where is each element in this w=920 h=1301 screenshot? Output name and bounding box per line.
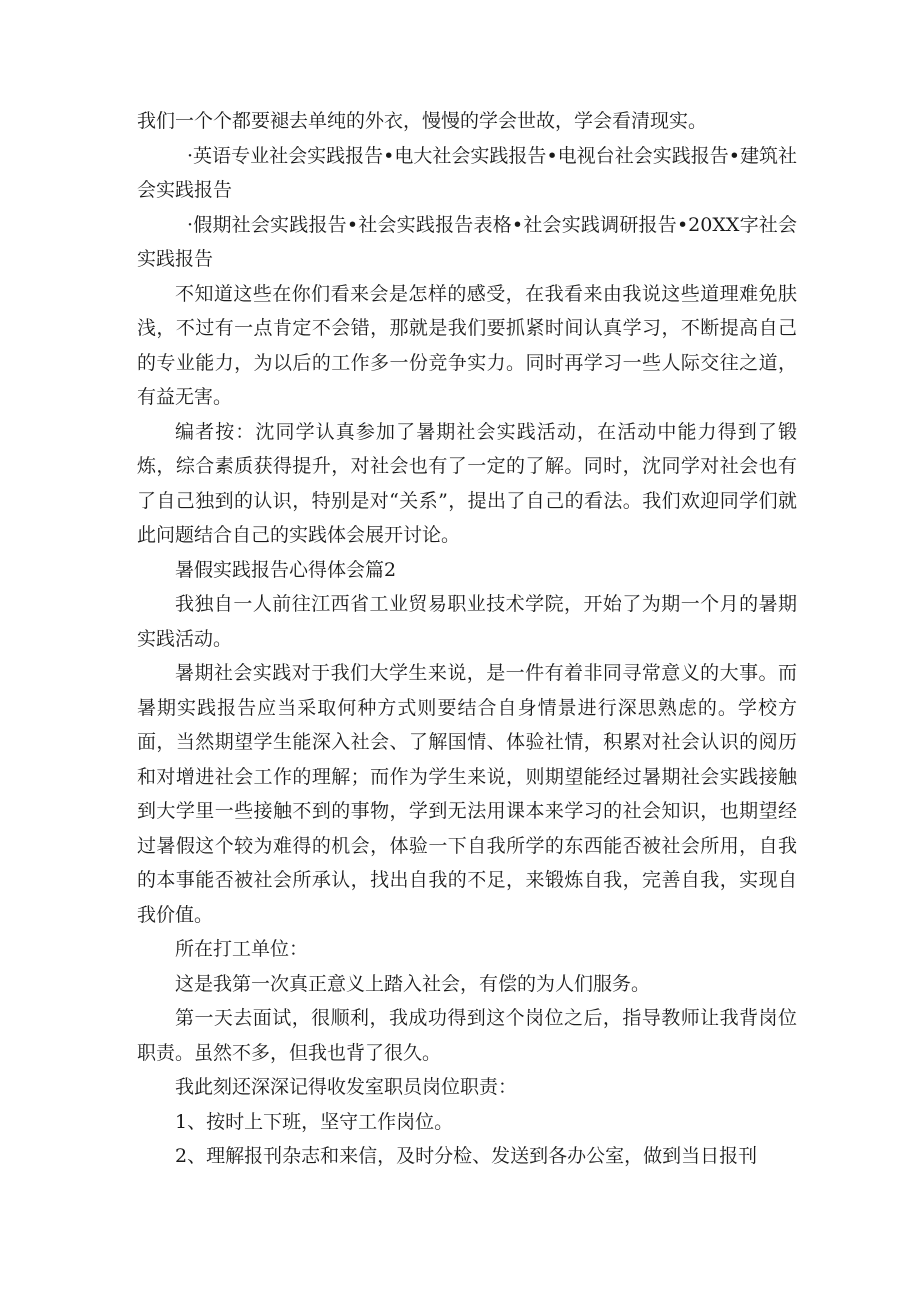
paragraph: 我们一个个都要褪去单纯的外衣，慢慢的学会世故，学会看清现实。 [137,110,708,132]
paragraph: 我独自一人前往江西省工业贸易职业技术学院，开始了为期一个月的暑期实践活动。 [137,593,797,650]
list-item: 1、按时上下班，坚守工作岗位。 [175,1110,454,1133]
paragraph: 我此刻还深深记得收发室职员岗位职责： [175,1076,518,1098]
related-links-line[interactable]: ·英语专业社会实践报告•电大社会实践报告•电视台社会实践报告•建筑社会实践报告 [137,144,797,201]
paragraph: 这是我第一次真正意义上踏入社会，有偿的为人们服务。 [175,972,651,995]
paragraph: 第一天去面试，很顺利，我成功得到这个岗位之后，指导教师让我背岗位职责。虽然不多，但我也背了很久。 [137,1007,797,1064]
document-body [137,104,797,1174]
paragraph: 暑期社会实践对于我们大学生来说，是一件有着非同寻常意义的大事。而暑期实践报告应当采取何种方式则要结合自身情景进行深思熟虑的。学校方面，当然期望学生能深入社会、了解国情、体验社情，积累对社会认识的阅历和对增进社会工作的理解；而作为学生来说，则期望能经过暑期社会实践接触到大学里一些接触不到的事物，学到无法用课本来学习的社会知识，也期望经过暑假这个较为难得的机会，体验一下自我所学的东西能否被社会所用，自我的本事能否被社会所承认，找出自我的不足，来锻炼自我，完善自我，实现自我价值。 [137,662,797,926]
section-heading: 暑假实践报告心得体会篇2 [175,558,397,581]
paragraph: 不知道这些在你们看来会是怎样的感受，在我看来由我说这些道理难免肤浅，不过有一点肯定不会错，那就是我们要抓紧时间认真学习，不断提高自己的专业能力，为以后的工作多一份竞争实力。同时再学习一些人际交往之道，有益无害。 [137,282,797,408]
related-links-line[interactable]: ·假期社会实践报告•社会实践报告表格•社会实践调研报告•20XX字社会实践报告 [137,213,797,270]
list-item: 2、理解报刊杂志和来信，及时分检、发送到各办公室，做到当日报刊 [175,1145,758,1167]
editor-note-paragraph: 编者按：沈同学认真参加了暑期社会实践活动，在活动中能力得到了锻炼，综合素质获得提升，对社会也有了一定的了解。同时，沈同学对社会也有了自己独到的认识，特别是对“关系”，提出了自己的看法。我们欢迎同学们就此问题结合自己的实践体会展开讨论。 [137,420,797,546]
paragraph: 所在打工单位： [175,938,309,960]
